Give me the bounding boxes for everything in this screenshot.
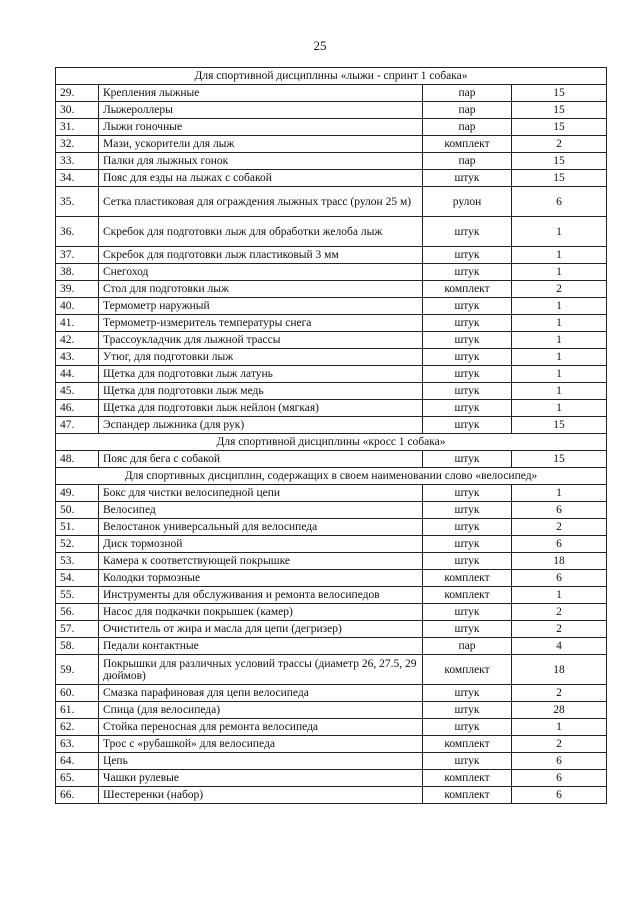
unit-of-measure: комплект <box>423 281 512 298</box>
quantity: 1 <box>512 400 607 417</box>
quantity: 2 <box>512 685 607 702</box>
quantity: 18 <box>512 553 607 570</box>
table-row <box>56 315 607 332</box>
equipment-table-body <box>56 68 607 804</box>
unit-of-measure: штук <box>423 417 512 434</box>
table-row <box>56 485 607 502</box>
quantity: 1 <box>512 315 607 332</box>
unit-of-measure: пар <box>423 119 512 136</box>
row-number: 62. <box>56 719 99 736</box>
table-row <box>56 702 607 719</box>
row-number: 44. <box>56 366 99 383</box>
table-row <box>56 264 607 281</box>
unit-of-measure: штук <box>423 536 512 553</box>
quantity: 1 <box>512 217 607 247</box>
table-row <box>56 604 607 621</box>
page-number: 25 <box>313 38 327 53</box>
unit-of-measure: пар <box>423 153 512 170</box>
quantity: 6 <box>512 570 607 587</box>
table-row <box>56 187 607 217</box>
unit-of-measure: штук <box>423 217 512 247</box>
row-number: 61. <box>56 702 99 719</box>
quantity: 1 <box>512 366 607 383</box>
row-number: 48. <box>56 451 99 468</box>
row-number: 57. <box>56 621 99 638</box>
table-row <box>56 685 607 702</box>
table-row <box>56 536 607 553</box>
quantity: 15 <box>512 119 607 136</box>
unit-of-measure: штук <box>423 685 512 702</box>
item-name: Насос для подкачки покрышек (камер) <box>99 604 423 621</box>
row-number: 66. <box>56 787 99 804</box>
table-row <box>56 383 607 400</box>
row-number: 52. <box>56 536 99 553</box>
item-name: Щетка для подготовки лыж латунь <box>99 366 423 383</box>
item-name: Палки для лыжных гонок <box>99 153 423 170</box>
item-name: Пояс для езды на лыжах с собакой <box>99 170 423 187</box>
table-row <box>56 298 607 315</box>
item-name: Бокс для чистки велосипедной цепи <box>99 485 423 502</box>
table-row <box>56 170 607 187</box>
row-number: 65. <box>56 770 99 787</box>
quantity: 2 <box>512 519 607 536</box>
unit-of-measure: штук <box>423 264 512 281</box>
row-number: 38. <box>56 264 99 281</box>
unit-of-measure: пар <box>423 638 512 655</box>
unit-of-measure: штук <box>423 170 512 187</box>
row-number: 43. <box>56 349 99 366</box>
quantity: 2 <box>512 281 607 298</box>
unit-of-measure: комплект <box>423 570 512 587</box>
unit-of-measure: комплект <box>423 136 512 153</box>
section-title: Для спортивной дисциплины «кросс 1 собака» <box>56 434 607 451</box>
item-name: Трос с «рубашкой» для велосипеда <box>99 736 423 753</box>
item-name: Шестеренки (набор) <box>99 787 423 804</box>
row-number: 30. <box>56 102 99 119</box>
quantity: 1 <box>512 383 607 400</box>
table-row <box>56 736 607 753</box>
table-row <box>56 787 607 804</box>
row-number: 49. <box>56 485 99 502</box>
item-name: Чашки рулевые <box>99 770 423 787</box>
quantity: 6 <box>512 502 607 519</box>
item-name: Утюг, для подготовки лыж <box>99 349 423 366</box>
table-row <box>56 451 607 468</box>
table-row <box>56 587 607 604</box>
item-name: Щетка для подготовки лыж нейлон (мягкая) <box>99 400 423 417</box>
item-name: Сетка пластиковая для ограждения лыжных трасс (рулон 25 м) <box>99 187 423 217</box>
row-number: 54. <box>56 570 99 587</box>
quantity: 15 <box>512 102 607 119</box>
row-number: 40. <box>56 298 99 315</box>
row-number: 29. <box>56 85 99 102</box>
row-number: 50. <box>56 502 99 519</box>
table-row <box>56 332 607 349</box>
row-number: 60. <box>56 685 99 702</box>
quantity: 6 <box>512 753 607 770</box>
item-name: Снегоход <box>99 264 423 281</box>
table-row <box>56 281 607 298</box>
unit-of-measure: штук <box>423 502 512 519</box>
item-name: Покрышки для различных условий трассы (диаметр 26, 27.5, 29 дюймов) <box>99 655 423 685</box>
table-row <box>56 753 607 770</box>
row-number: 51. <box>56 519 99 536</box>
quantity: 2 <box>512 621 607 638</box>
item-name: Очиститель от жира и масла для цепи (дегризер) <box>99 621 423 638</box>
table-row <box>56 349 607 366</box>
quantity: 15 <box>512 170 607 187</box>
unit-of-measure: штук <box>423 519 512 536</box>
item-name: Инструменты для обслуживания и ремонта велосипедов <box>99 587 423 604</box>
unit-of-measure: штук <box>423 315 512 332</box>
row-number: 39. <box>56 281 99 298</box>
item-name: Стойка переносная для ремонта велосипеда <box>99 719 423 736</box>
row-number: 59. <box>56 655 99 685</box>
unit-of-measure: штук <box>423 485 512 502</box>
unit-of-measure: рулон <box>423 187 512 217</box>
quantity: 15 <box>512 417 607 434</box>
item-name: Пояс для бега с собакой <box>99 451 423 468</box>
item-name: Велосипед <box>99 502 423 519</box>
unit-of-measure: пар <box>423 85 512 102</box>
item-name: Крепления лыжные <box>99 85 423 102</box>
quantity: 1 <box>512 485 607 502</box>
unit-of-measure: комплект <box>423 736 512 753</box>
item-name: Камера к соответствующей покрышке <box>99 553 423 570</box>
unit-of-measure: штук <box>423 719 512 736</box>
quantity: 1 <box>512 719 607 736</box>
unit-of-measure: комплект <box>423 655 512 685</box>
quantity: 6 <box>512 536 607 553</box>
item-name: Педали контактные <box>99 638 423 655</box>
item-name: Велостанок универсальный для велосипеда <box>99 519 423 536</box>
item-name: Лыжероллеры <box>99 102 423 119</box>
table-row <box>56 102 607 119</box>
item-name: Диск тормозной <box>99 536 423 553</box>
row-number: 63. <box>56 736 99 753</box>
quantity: 15 <box>512 153 607 170</box>
item-name: Мази, ускорители для лыж <box>99 136 423 153</box>
unit-of-measure: штук <box>423 400 512 417</box>
table-row <box>56 400 607 417</box>
unit-of-measure: штук <box>423 621 512 638</box>
item-name: Скребок для подготовки лыж пластиковый 3 мм <box>99 247 423 264</box>
section-title: Для спортивных дисциплин, содержащих в своем наименовании слово «велосипед» <box>56 468 607 485</box>
item-name: Стол для подготовки лыж <box>99 281 423 298</box>
unit-of-measure: штук <box>423 332 512 349</box>
unit-of-measure: штук <box>423 553 512 570</box>
unit-of-measure: штук <box>423 604 512 621</box>
item-name: Спица (для велосипеда) <box>99 702 423 719</box>
quantity: 6 <box>512 770 607 787</box>
section-header-row <box>56 468 607 485</box>
item-name: Цепь <box>99 753 423 770</box>
quantity: 2 <box>512 736 607 753</box>
unit-of-measure: штук <box>423 366 512 383</box>
table-row <box>56 85 607 102</box>
item-name: Эспандер лыжника (для рук) <box>99 417 423 434</box>
unit-of-measure: штук <box>423 702 512 719</box>
table-row <box>56 621 607 638</box>
item-name: Термометр наружный <box>99 298 423 315</box>
table-row <box>56 217 607 247</box>
row-number: 33. <box>56 153 99 170</box>
row-number: 46. <box>56 400 99 417</box>
section-title: Для спортивной дисциплины «лыжи - спринт 1 собака» <box>56 68 607 85</box>
row-number: 36. <box>56 217 99 247</box>
row-number: 34. <box>56 170 99 187</box>
row-number: 31. <box>56 119 99 136</box>
table-row <box>56 655 607 685</box>
quantity: 1 <box>512 332 607 349</box>
quantity: 1 <box>512 247 607 264</box>
quantity: 2 <box>512 604 607 621</box>
quantity: 4 <box>512 638 607 655</box>
row-number: 32. <box>56 136 99 153</box>
item-name: Трассоукладчик для лыжной трассы <box>99 332 423 349</box>
table-row <box>56 247 607 264</box>
row-number: 55. <box>56 587 99 604</box>
item-name: Термометр-измеритель температуры снега <box>99 315 423 332</box>
quantity: 1 <box>512 349 607 366</box>
item-name: Колодки тормозные <box>99 570 423 587</box>
unit-of-measure: комплект <box>423 787 512 804</box>
unit-of-measure: штук <box>423 349 512 366</box>
quantity: 6 <box>512 187 607 217</box>
table-row <box>56 136 607 153</box>
table-row <box>56 553 607 570</box>
table-row <box>56 119 607 136</box>
quantity: 6 <box>512 787 607 804</box>
table-row <box>56 153 607 170</box>
quantity: 15 <box>512 451 607 468</box>
table-row <box>56 502 607 519</box>
table-row <box>56 519 607 536</box>
row-number: 64. <box>56 753 99 770</box>
item-name: Скребок для подготовки лыж для обработки желоба лыж <box>99 217 423 247</box>
row-number: 42. <box>56 332 99 349</box>
unit-of-measure: комплект <box>423 770 512 787</box>
row-number: 41. <box>56 315 99 332</box>
table-row <box>56 417 607 434</box>
row-number: 56. <box>56 604 99 621</box>
row-number: 45. <box>56 383 99 400</box>
item-name: Лыжи гоночные <box>99 119 423 136</box>
table-row <box>56 719 607 736</box>
unit-of-measure: штук <box>423 451 512 468</box>
unit-of-measure: штук <box>423 383 512 400</box>
item-name: Смазка парафиновая для цепи велосипеда <box>99 685 423 702</box>
quantity: 2 <box>512 136 607 153</box>
quantity: 1 <box>512 264 607 281</box>
table-row <box>56 366 607 383</box>
row-number: 58. <box>56 638 99 655</box>
quantity: 1 <box>512 587 607 604</box>
equipment-table <box>55 67 607 804</box>
unit-of-measure: комплект <box>423 587 512 604</box>
table-row <box>56 770 607 787</box>
quantity: 28 <box>512 702 607 719</box>
quantity: 1 <box>512 298 607 315</box>
table-row <box>56 570 607 587</box>
unit-of-measure: пар <box>423 102 512 119</box>
section-header-row <box>56 68 607 85</box>
quantity: 15 <box>512 85 607 102</box>
item-name: Щетка для подготовки лыж медь <box>99 383 423 400</box>
section-header-row <box>56 434 607 451</box>
quantity: 18 <box>512 655 607 685</box>
unit-of-measure: штук <box>423 247 512 264</box>
unit-of-measure: штук <box>423 298 512 315</box>
row-number: 47. <box>56 417 99 434</box>
table-row <box>56 638 607 655</box>
unit-of-measure: штук <box>423 753 512 770</box>
row-number: 35. <box>56 187 99 217</box>
row-number: 37. <box>56 247 99 264</box>
row-number: 53. <box>56 553 99 570</box>
